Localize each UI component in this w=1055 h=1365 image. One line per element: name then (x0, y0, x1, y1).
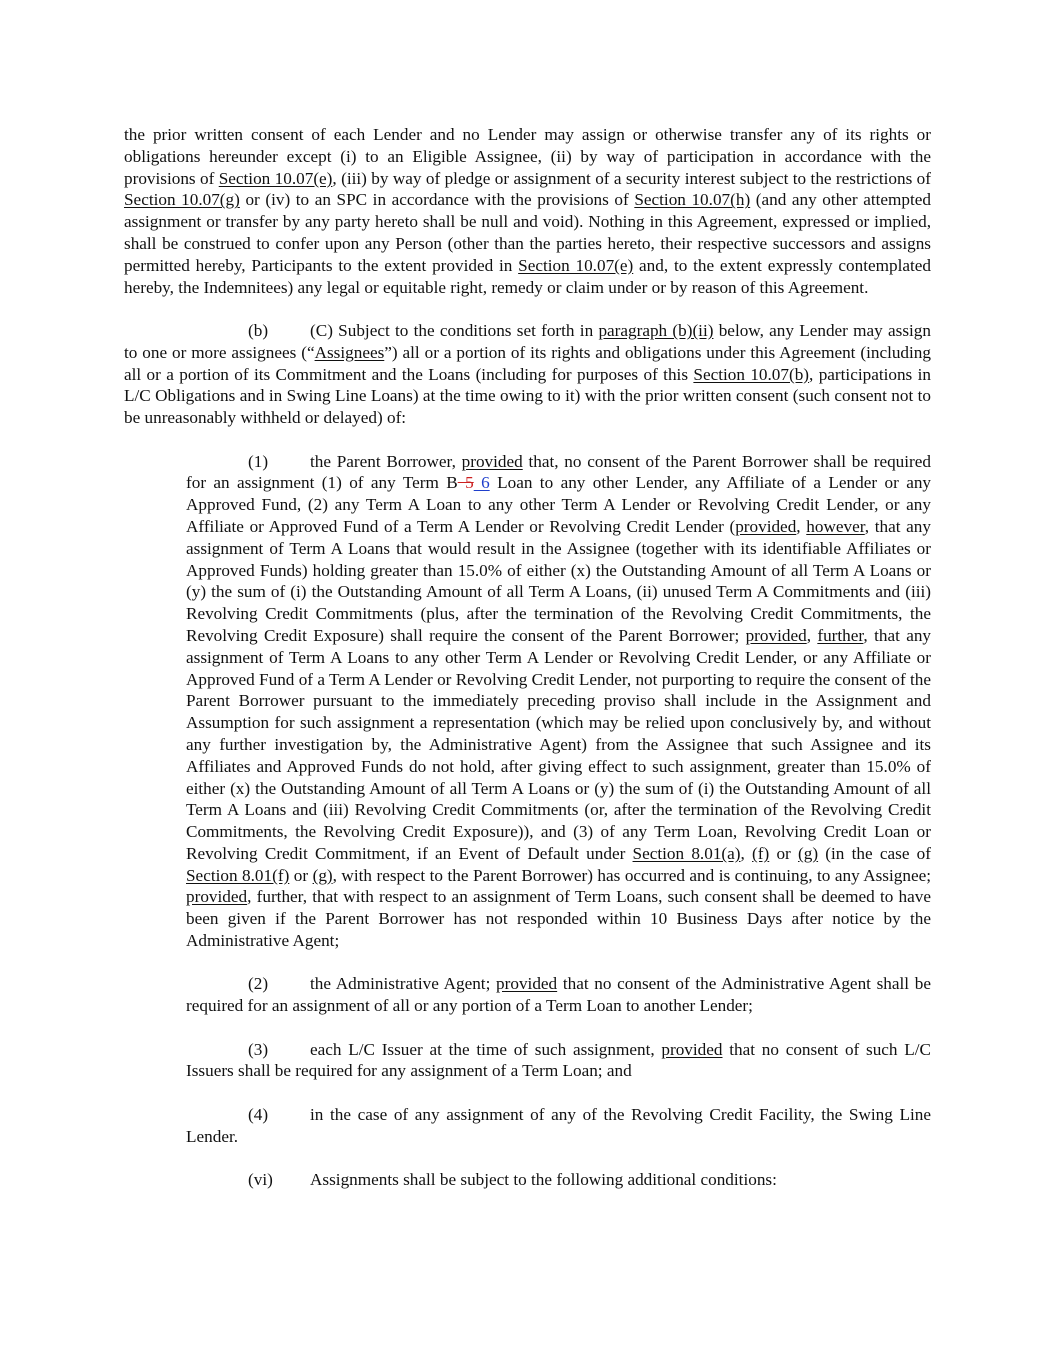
paragraph-a-continuation (124, 124, 931, 298)
text-run: that no consent of the Administrative Agent shall be required for an assignment of all or any portion of a Term Loan to another Lender; (186, 974, 931, 1016)
underlined-term: further (817, 625, 864, 645)
text-run: the Parent Borrower, (310, 451, 462, 471)
underlined-term: however (806, 516, 865, 536)
text-run: , further, that with respect to an assignment of Term Loans, such consent shall be deemed to have been given if the Parent Borrower has not responded within 10 Business Days after notice by the Administrative Agent; (186, 887, 931, 951)
item-number: (4) (248, 1104, 269, 1124)
text-run: (in the case of (818, 843, 932, 863)
item-number: (vi) (248, 1170, 273, 1190)
section-reference: (f) (752, 843, 770, 863)
sub-item-4 (186, 1104, 931, 1148)
section-reference: Section 8.01(a) (632, 843, 741, 863)
text-run: ”) all or a portion of its rights and obligations under this Agreement (including all or a portion of its Commitment and the Loans (including for purposes of this (124, 342, 931, 384)
text-run: Loan to any other Lender, any Affiliate of a Lender or any Approved Fund, (2) any Term A Loan to any other Term A Lender or Revolving Credit Lender, or any Affiliate or Approved Fund of a Term A Lender or Revolving Credit Lender ( (186, 473, 932, 536)
paragraph-number: (b) (248, 320, 269, 340)
section-reference: Section 10.07(h) (634, 190, 751, 210)
text-run: or (iv) to an SPC in accordance with the provisions of (239, 190, 635, 210)
underlined-term: provided (745, 625, 807, 645)
text-run: the prior written consent of each Lender and no Lender may assign or otherwise transfer any of its rights or obligations hereunder except (i) to an Eligible Assignee, (ii) by way of participation in accordance with the provisions of (124, 125, 931, 188)
text-run: (C) Subject to the conditions set forth in (310, 320, 599, 340)
paragraph-b (124, 320, 931, 429)
sub-item-2 (186, 973, 931, 1017)
text-run: , that any assignment of Term A Loans that would result in the Assignee (together with its identifiable Affiliates or Approved Funds) holding greater than 15.0% of either (x) the Outstanding Amount of all Term A Loans or (y) the sum of (i) the Outstanding Amount of all Term A Loans, (ii) unused Term A Commitments and (iii) Revolving Credit Commitments (plus, after the termination of the Revolving Credit Commitments, the Revolving Credit Exposure) shall require the consent of the Parent Borrower; (186, 516, 931, 645)
text-run: the Administrative Agent; (310, 974, 497, 994)
document-page (124, 124, 931, 1191)
text-run: in the case of any assignment of any of the Revolving Credit Facility, the Swing Line Lender. (186, 1104, 931, 1146)
sub-item-1 (186, 451, 931, 952)
text-run: , participations in L/C Obligations and in Swing Line Loans) at the time owing to it) with the prior written consent (such consent not to be unreasonably withheld or delayed) of: (124, 364, 931, 428)
inserted-text: 6 (473, 473, 490, 493)
text-run: that no consent of such L/C Issuers shall be required for any assignment of a Term Loan; and (186, 1039, 931, 1081)
section-reference: Section 10.07(e) (518, 255, 634, 275)
section-reference: Section 10.07(b) (693, 364, 810, 384)
section-reference: Section 10.07(g) (124, 190, 240, 210)
deleted-text: 5 (457, 473, 474, 493)
text-run: Assignments shall be subject to the following additional conditions: (310, 1170, 777, 1190)
text-run: each L/C Issuer at the time of such assignment, (310, 1039, 662, 1059)
section-reference: (g) (312, 865, 333, 885)
text-run: , (iii) by way of pledge or assignment of a security interest subject to the restrictions of (332, 168, 932, 188)
text-run: below, any Lender may assign to one or more assignees (“ (124, 320, 931, 362)
sub-items (124, 451, 931, 1191)
text-run: , (806, 625, 818, 645)
text-run: (and any other attempted assignment or transfer by any party hereto shall be null and void). Nothing in this Agreement, expressed or implied, shall be construed to confer upon any Person (other than the parties hereto, their respective successors and assigns permitted hereby, Participants to the extent provided in (124, 190, 931, 275)
text-run: , with respect to the Parent Borrower) has occurred and is continuing, to any Assignee; (332, 865, 931, 885)
section-reference: (g) (798, 843, 819, 863)
underlined-term: provided (461, 451, 523, 471)
underlined-term: provided (186, 887, 248, 907)
item-number: (2) (248, 974, 269, 994)
text-run: , that any assignment of Term A Loans to any other Term A Lender or Revolving Credit Lender, or any Affiliate or Approved Fund of a Term A Lender or Revolving Credit Lender, not purporting to require the consent of the Parent Borrower pursuant to the immediately preceding proviso shall include in the Assignment and Assumption for such assignment a representation (which may be relied upon conclusively by, and without any further investigation by, the Administrative Agent) from the Assignee that such Assignee and its Affiliates and Approved Funds do not hold, after giving effect to such assignment, greater than 15.0% of either (x) the Outstanding Amount of all Term A Loans or (y) the sum of (i) the Outstanding Amount of all Term A Loans and (iii) Revolving Credit Commitments (or, after the termination of the Revolving Credit Commitments, the Revolving Credit Exposure)), and (3) of any Term Loan, Revolving Credit Loan or Revolving Credit Commitment, if an Event of Default under (186, 625, 932, 863)
item-number: (3) (248, 1039, 269, 1059)
underlined-term: provided (496, 974, 558, 994)
text-run: or (769, 843, 799, 863)
underlined-term: provided (735, 516, 797, 536)
section-reference: Section 8.01(f) (186, 865, 290, 885)
text-run: that, no consent of the Parent Borrower shall be required for an assignment (1) of any Term B (186, 451, 931, 493)
text-run: and, to the extent expressly contemplated hereby, the Indemnitees) any legal or equitable right, remedy or claim under or by reason of this Agreement. (124, 255, 931, 297)
defined-term: Assignees (314, 342, 385, 362)
text-run: or (289, 865, 313, 885)
text-run: , (796, 516, 807, 536)
sub-item-3 (186, 1039, 931, 1083)
item-number: (1) (248, 451, 269, 471)
section-reference: Section 10.07(e) (218, 168, 333, 188)
section-reference: paragraph (b)(ii) (598, 320, 714, 340)
text-run: , (740, 843, 753, 863)
underlined-term: provided (661, 1039, 723, 1059)
sub-item-vi (186, 1169, 931, 1191)
